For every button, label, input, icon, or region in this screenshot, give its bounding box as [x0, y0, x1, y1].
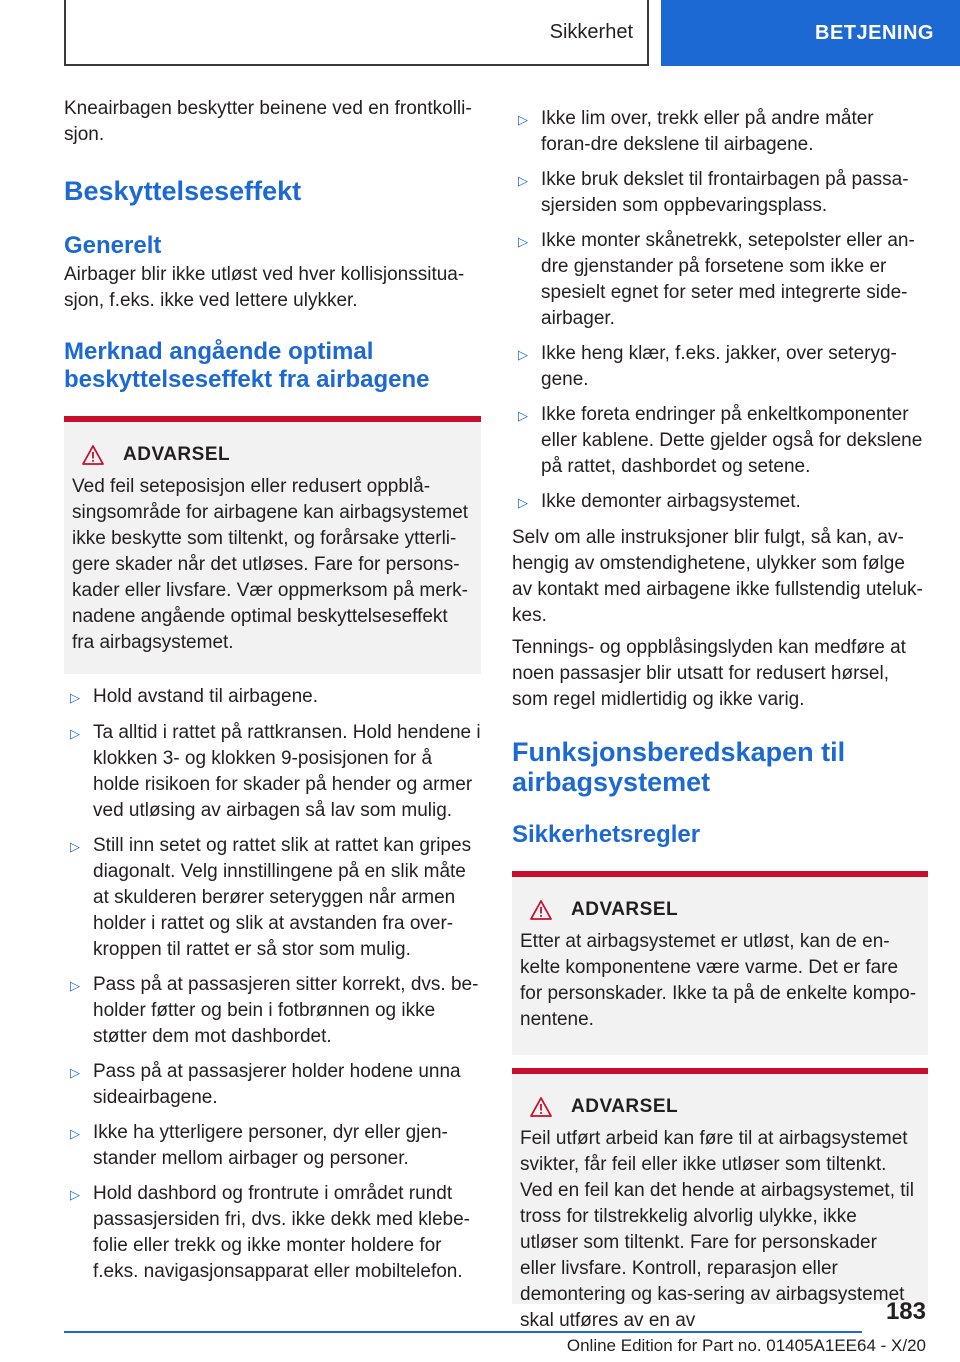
warning-title: ADVARSEL: [571, 1096, 679, 1117]
left-bullet-list: [64, 684, 481, 1285]
subheading-merknad: [64, 338, 481, 394]
list-item: ▷ Hold avstand til airbagene.: [64, 684, 481, 711]
triangle-bullet-icon: ▷: [518, 408, 528, 423]
warning-header: [72, 444, 471, 466]
list-item: ▷ Ikke foreta endringer på enkeltkomponenter eller kablene. Dette gjelder også for dekslene på rattet, dashbordet og setene.: [512, 402, 928, 480]
triangle-bullet-icon: ▷: [70, 1187, 80, 1202]
section-heading-line1: Funksjonsberedskapen til: [512, 737, 846, 767]
footer-edition-text: Online Edition for Part no. 01405A1EE64 - X/20: [566, 1336, 926, 1355]
header-chapter-tab[interactable]: [661, 0, 960, 66]
warning-text: Feil utført arbeid kan føre til at airbagsystemet svikter, får feil eller ikke utløser som tiltenkt. Ved en feil kan det hende at airbagsystemet, til tross for tilstrekkelig alvorlig ulykke, ikke utløser som tiltenkt. Fare for personskader eller livsfare. Kontroll, reparasjon eller demontering og kas-sering av airbagsystemet skal utføres av en av: [520, 1128, 914, 1331]
warning-text: Ved feil seteposisjon eller redusert oppblå-singsområde for airbagene kan airbagsystemet ikke beskytte som tiltenkt, og forårsake ytterli-gere skader når det utløses. Fare for persons-kader eller livsfare. Vær oppmerksom på merk-nadene angående optimal beskyttelseseffekt fra airbagsystemet.: [72, 476, 469, 653]
subheading-merknad-line1: Merknad angående optimal: [64, 338, 374, 365]
triangle-bullet-icon: ▷: [70, 690, 80, 705]
list-item: ▷ Pass på at passasjerer holder hodene unna sideairbagene.: [64, 1059, 481, 1111]
header-section-title: Sikkerhet: [549, 20, 633, 43]
generelt-paragraph: Airbager blir ikke utløst ved hver kollisjonssitua-sjon, f.eks. ikke ved lettere ulykker.: [64, 264, 465, 311]
triangle-bullet-icon: ▷: [518, 234, 528, 249]
triangle-bullet-icon: ▷: [518, 347, 528, 362]
triangle-bullet-icon: ▷: [518, 173, 528, 188]
list-item: ▷ Pass på at passasjeren sitter korrekt, dvs. be-holder føtter og bein i fotbrønnen og ikke støtter dem mot dashbordet.: [64, 972, 481, 1050]
triangle-bullet-icon: ▷: [518, 495, 528, 510]
list-item: ▷ Hold dashbord og frontrute i området rundt passasjersiden fri, dvs. ikke dekk med klebe-folie eller trekk og ikke monter holdere for f.eks. navigasjonsapparat eller mobiltelefon.: [64, 1181, 481, 1285]
page-number: 183: [885, 1298, 926, 1325]
list-item: ▷ Ikke demonter airbagsystemet.: [512, 489, 928, 516]
warning-box-seteposisjon: [64, 416, 481, 674]
warning-box-varme-komponenter: [512, 871, 928, 1055]
warning-title: ADVARSEL: [123, 444, 231, 465]
warning-header: [520, 1096, 918, 1118]
list-item: ▷ Ikke ha ytterligere personer, dyr eller gjen-stander mellom airbager og personer.: [64, 1120, 481, 1172]
warning-triangle-icon: [530, 900, 552, 920]
warning-triangle-icon: [82, 445, 104, 465]
list-item: ▷ Ikke lim over, trekk eller på andre måter foran-dre dekslene til airbagene.: [512, 106, 928, 158]
list-item: ▷ Ta alltid i rattet på rattkransen. Hold hendene i klokken 3- og klokken 9-posisjonen for å holde risikoen for skader på hender og armer ved utløsing av airbagen så lav som mulig.: [64, 720, 481, 824]
footer-divider: [64, 1331, 862, 1333]
list-item: ▷ Ikke monter skånetrekk, setepolster eller an-dre gjenstander på forsetene som ikke er spesielt egnet for seter med integrerte side-airbager.: [512, 228, 928, 332]
subheading-merknad-line2: beskyttelseseffekt fra airbagene: [64, 366, 430, 393]
list-item: ▷ Ikke bruk dekslet til frontairbagen på passa-sjersiden som oppbevaringsplass.: [512, 167, 928, 219]
section-heading-line2: airbagsystemet: [512, 767, 711, 797]
triangle-bullet-icon: ▷: [70, 1126, 80, 1141]
page-header: [0, 0, 960, 66]
triangle-bullet-icon: ▷: [518, 112, 528, 127]
warning-triangle-icon: [530, 1097, 552, 1117]
section-heading-beskyttelseseffekt: Beskyttelseseffekt: [64, 176, 302, 206]
list-item: ▷ Ikke heng klær, f.eks. jakker, over seteryg-gene.: [512, 341, 928, 393]
header-chapter-title: BETJENING: [815, 21, 934, 44]
warning-header: [520, 899, 918, 921]
section-heading-funksjonsberedskap: [512, 737, 928, 797]
subheading-sikkerhetsregler: Sikkerhetsregler: [512, 821, 701, 848]
warning-text: Etter at airbagsystemet er utløst, kan de en-kelte komponentene være varme. Det er fare for personskader. Ikke ta på de enkelte kompo-nentene.: [520, 931, 917, 1030]
paragraph-tennings: Tennings- og oppblåsingslyden kan medføre at noen passasjer blir utsatt for redusert hørsel, som regel midlertidig og ikke varig.: [512, 637, 906, 710]
subheading-generelt: Generelt: [64, 232, 162, 259]
paragraph-selv-om: Selv om alle instruksjoner blir fulgt, så kan, av-hengig av omstendighetene, ulykker som følge av kontakt med airbagene ikke fullstendig uteluk-kes.: [512, 527, 923, 626]
list-item: ▷ Still inn setet og rattet slik at rattet kan gripes diagonalt. Velg innstillingene på en slik måte at skulderen berører seteryggen når armen holder i rattet og slik at avstanden fra over-kroppen til rattet er så stor som mulig.: [64, 833, 481, 963]
triangle-bullet-icon: ▷: [70, 1065, 80, 1080]
warning-title: ADVARSEL: [571, 899, 679, 920]
triangle-bullet-icon: ▷: [70, 978, 80, 993]
intro-paragraph: Kneairbagen beskytter beinene ved en frontkolli-sjon.: [64, 98, 472, 145]
left-column: [64, 96, 481, 1294]
triangle-bullet-icon: ▷: [70, 726, 80, 741]
triangle-bullet-icon: ▷: [70, 839, 80, 854]
right-bullet-list: [512, 106, 928, 516]
header-section-box: [64, 0, 649, 66]
